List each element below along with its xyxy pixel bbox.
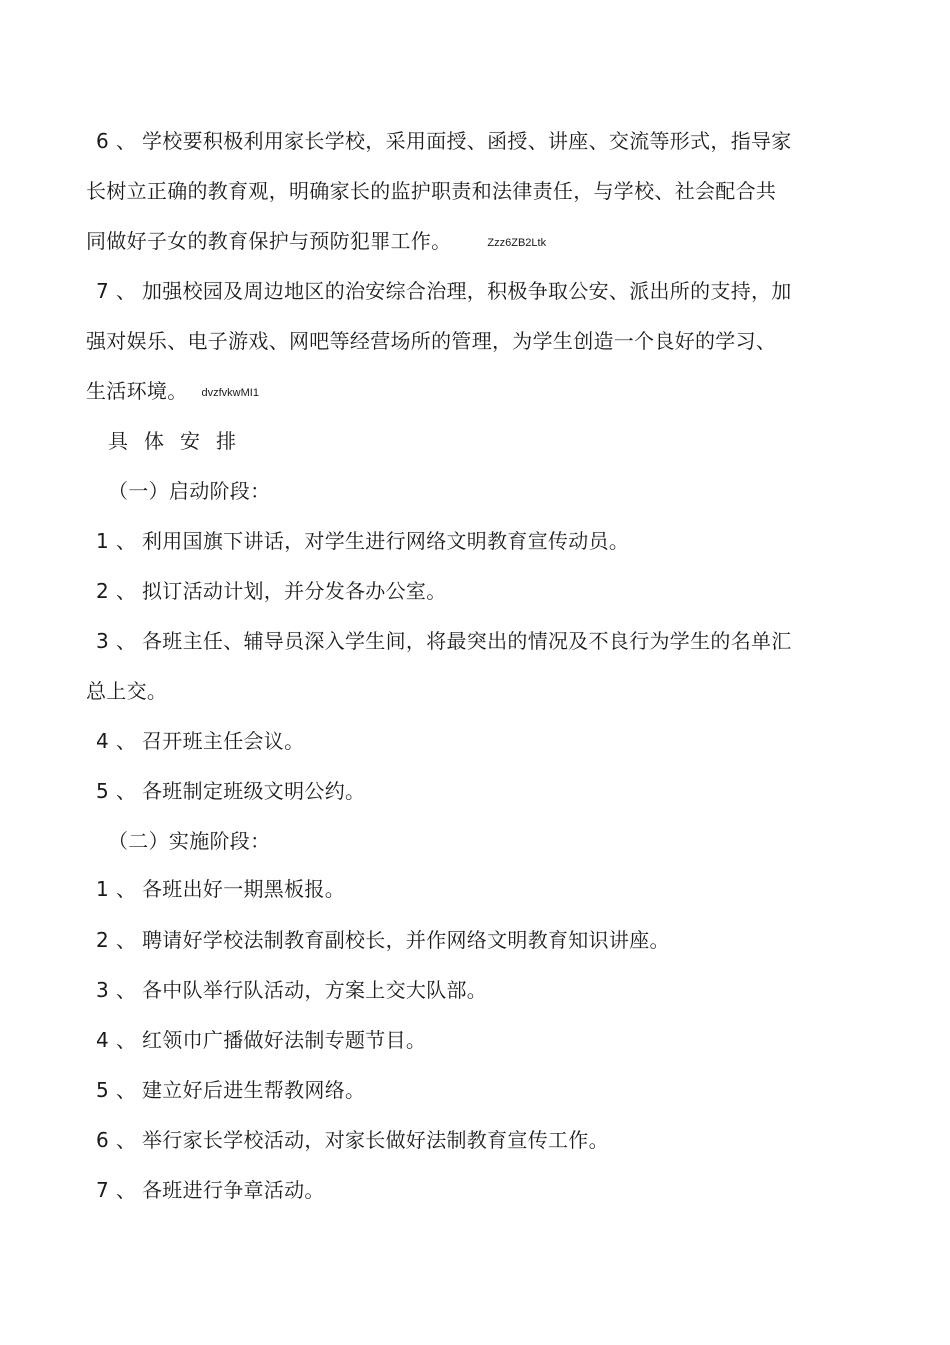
item-text: 各班出好一期黑板报。 [142, 877, 345, 901]
phase-2-item-3 [86, 976, 487, 1004]
item-separator: 、 [116, 779, 137, 803]
item-text: 拟订活动计划，并分发各办公室。 [142, 579, 447, 603]
item-text: 同做好子女的教育保护与预防犯罪工作。 [86, 229, 452, 253]
item-text: 利用国旗下讲话，对学生进行网络文明教育宣传动员。 [142, 529, 630, 553]
item-number: 7 [96, 1178, 110, 1202]
item-separator: 、 [116, 877, 137, 901]
item-separator: 、 [116, 1028, 137, 1052]
item-separator: 、 [116, 579, 137, 603]
watermark-code: dvzfvkwMI1 [201, 386, 259, 399]
item-separator: 、 [116, 1178, 137, 1202]
item-number: 1 [96, 877, 110, 901]
item-text: 召开班主任会议。 [142, 729, 305, 753]
item-separator: 、 [116, 529, 137, 553]
item-separator: 、 [116, 729, 137, 753]
item-separator: 、 [116, 1128, 137, 1152]
item-number: 5 [96, 1078, 110, 1102]
phase-2-title: （二）实施阶段： [108, 829, 271, 853]
item-text: 建立好后进生帮教网络。 [142, 1078, 366, 1102]
item-text: 各班进行争章活动。 [142, 1178, 325, 1202]
item-text: 红领巾广播做好法制专题节目。 [142, 1028, 427, 1052]
phase-1-title: （一）启动阶段： [108, 479, 271, 503]
item-separator: 、 [116, 279, 137, 303]
phase-1-item-1 [86, 527, 629, 555]
phase-2-item-2 [86, 926, 670, 954]
item-separator: 、 [116, 928, 137, 952]
phase-1-item-3-continued: 总上交。 [86, 679, 168, 703]
item-text: 举行家长学校活动，对家长做好法制教育宣传工作。 [142, 1128, 609, 1152]
phase-2-item-1 [86, 875, 345, 903]
item-text: 各班主任、辅导员深入学生间，将最突出的情况及不良行为学生的名单汇 [142, 629, 792, 653]
item-text: 生活环境。 [86, 379, 188, 403]
section-heading: 具体安排 [108, 429, 252, 453]
item-number: 3 [96, 629, 110, 653]
item-number: 2 [96, 579, 110, 603]
watermark-code: Zzz6ZB2Ltk [487, 236, 547, 249]
phase-2-item-6 [86, 1126, 609, 1154]
item-number: 6 [96, 1128, 110, 1152]
item-number: 2 [96, 928, 110, 952]
item-number: 4 [96, 1028, 110, 1052]
item-number: 6 [96, 129, 110, 153]
item-separator: 、 [116, 978, 137, 1002]
item-text: 加强校园及周边地区的治安综合治理，积极争取公安、派出所的支持，加 [142, 279, 792, 303]
item-6-line-3 [86, 227, 546, 257]
item-number: 5 [96, 779, 110, 803]
phase-2-item-7 [86, 1176, 325, 1204]
item-separator: 、 [116, 129, 137, 153]
item-text: 各中队举行队活动，方案上交大队部。 [142, 978, 488, 1002]
item-text: 各班制定班级文明公约。 [142, 779, 366, 803]
item-text: 学校要积极利用家长学校，采用面授、函授、讲座、交流等形式，指导家 [142, 129, 792, 153]
item-7-line-3 [86, 377, 259, 407]
item-number: 7 [96, 279, 110, 303]
item-6-line-2: 长树立正确的教育观，明确家长的监护职责和法律责任，与学校、社会配合共 [86, 179, 777, 203]
phase-1-item-5 [86, 777, 365, 805]
item-number: 1 [96, 529, 110, 553]
item-7-line-2: 强对娱乐、电子游戏、网吧等经营场所的管理，为学生创造一个良好的学习、 [86, 329, 777, 353]
item-text: 聘请好学校法制教育副校长，并作网络文明教育知识讲座。 [142, 928, 670, 952]
item-6-line-1 [86, 127, 792, 155]
phase-2-item-4 [86, 1026, 426, 1054]
item-number: 4 [96, 729, 110, 753]
item-separator: 、 [116, 1078, 137, 1102]
phase-1-item-3 [86, 627, 792, 655]
phase-2-item-5 [86, 1076, 365, 1104]
phase-1-item-2 [86, 577, 447, 605]
item-7-line-1 [86, 277, 792, 305]
phase-1-item-4 [86, 727, 304, 755]
item-number: 3 [96, 978, 110, 1002]
item-separator: 、 [116, 629, 137, 653]
